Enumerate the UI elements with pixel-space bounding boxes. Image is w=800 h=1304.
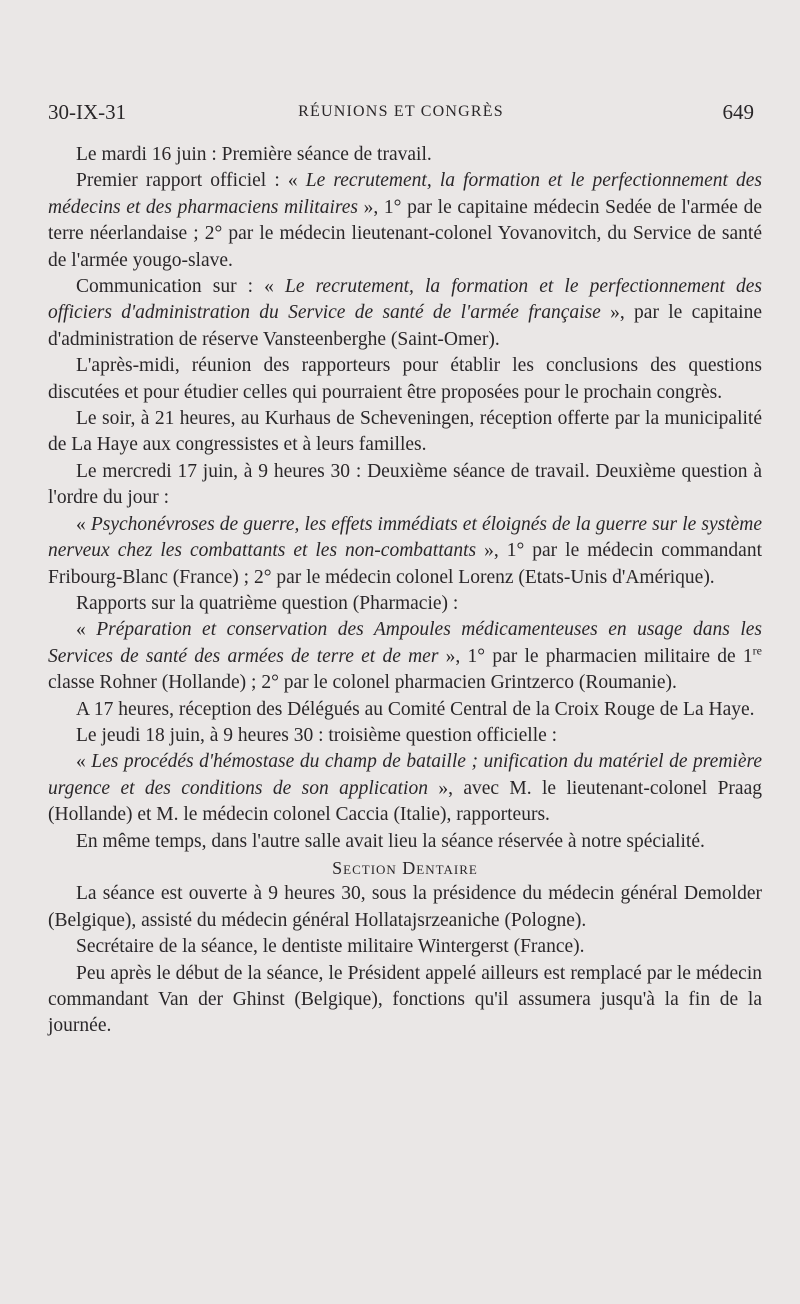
paragraph: « Psychonévroses de guerre, les effets immédiats et éloignés de la guerre sur le système nerveux chez les combattants et les non-combattants », 1° par le médecin commandant Fribourg-Blanc (France) ; 2° par le médecin colonel Lorenz (Etats-Unis d'Amérique). — [48, 513, 763, 588]
paragraph: Le mercredi 17 juin, à 9 heures 30 : Deuxième séance de travail. Deuxième question à l'ordre du jour : — [48, 460, 762, 509]
section-heading: Section Dentaire — [332, 857, 478, 878]
page-body — [48, 142, 762, 1040]
paragraph: Peu après le début de la séance, le Président appelé ailleurs est remplacé par le médecin commandant Van der Ghinst (Belgique), fonctions qu'il assumera jusqu'à la fin de la journée. — [48, 962, 762, 1037]
report-title: Le recrutement, la formation et le perfectionnement des officiers d'administration du Service de santé de l'armée française — [48, 276, 763, 324]
paragraph: Le mardi 16 juin : Première séance de travail. — [76, 144, 432, 165]
paragraph: « Les procédés d'hémostase du champ de bataille ; unification du matériel de première urgence et des conditions de son application », avec M. le lieutenant-colonel Praag (Hollande) et M. le médecin colonel Caccia (Italie), rapporteurs. — [48, 751, 762, 826]
paragraph: En même temps, dans l'autre salle avait lieu la séance réservée à notre spécialité. — [76, 830, 705, 852]
report-title: Préparation et conservation des Ampoules médicamenteuses en usage dans les Services de santé des armées de terre et de mer — [48, 619, 763, 667]
running-header — [48, 100, 754, 132]
paragraph: « Préparation et conservation des Ampoules médicamenteuses en usage dans les Services de santé des armées de terre et de mer », 1° par le pharmacien militaire de 1re classe Rohner (Hollande) ; 2° par le colonel pharmacien Grintzerco (Roumanie). — [48, 619, 763, 694]
paragraph: Le jeudi 18 juin, à 9 heures 30 : troisième question officielle : — [76, 724, 558, 746]
paragraph: Secrétaire de la séance, le dentiste militaire Wintergerst (France). — [76, 936, 585, 958]
header-title: RÉUNIONS ET CONGRÈS — [298, 103, 504, 120]
paragraph: L'après-midi, réunion des rapporteurs pour établir les conclusions des questions discutées et pour étudier celles qui pourraient être proposées pour le prochain congrès. — [48, 355, 762, 403]
paragraph: A 17 heures, réception des Délégués au Comité Central de la Croix Rouge de La Haye. — [76, 698, 755, 720]
paragraph: Premier rapport officiel : « Le recrutement, la formation et le perfectionnement des médecins et des pharmaciens militaires », 1° par le capitaine médecin Sedée de l'armée de terre néerlandaise ; 2° par le médecin lieutenant-colonel Yovanovitch, du Service de santé de l'armée yougo-slave. — [48, 170, 763, 271]
header-date: 30-IX-31 — [48, 100, 127, 124]
report-title: Les procédés d'hémostase du champ de bataille ; unification du matériel de première urgence et des conditions de son application — [48, 751, 762, 799]
paragraph: Le soir, à 21 heures, au Kurhaus de Scheveningen, réception offerte par la municipalité de La Haye aux congressistes et à leurs familles. — [48, 408, 762, 456]
page-number: 649 — [722, 100, 754, 124]
paragraph: Rapports sur la quatrième question (Pharmacie) : — [76, 592, 459, 614]
report-title: Le recrutement, la formation et le perfectionnement des médecins et des pharmaciens militaires — [48, 170, 763, 218]
paragraph: Communication sur : « Le recrutement, la formation et le perfectionnement des officiers d'administration du Service de santé de l'armée française », par le capitaine d'administration de réserve Vansteenberghe (Saint-Omer). — [48, 276, 763, 350]
report-title: Psychonévroses de guerre, les effets immédiats et éloignés de la guerre sur le système nerveux chez les combattants et les non-combattants — [48, 513, 763, 562]
paragraph: La séance est ouverte à 9 heures 30, sous la présidence du médecin général Demolder (Belgique), assisté du médecin général Hollatajsrzeaniche (Pologne). — [48, 883, 762, 931]
